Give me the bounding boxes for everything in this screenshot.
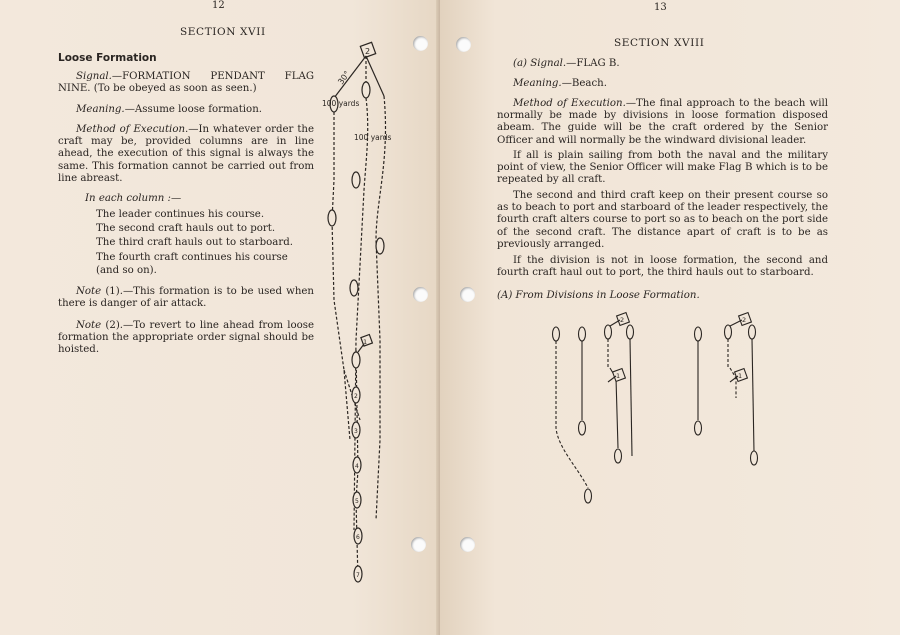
craft-icon bbox=[376, 238, 384, 254]
craft-icon bbox=[350, 280, 358, 296]
craft-label: 7 bbox=[356, 572, 360, 579]
paragraph-signal: Signal.—FORMATION PENDANT FLAG NINE. (To be obeyed as soon as seen.) bbox=[58, 71, 314, 95]
angle-label: 30° bbox=[336, 69, 352, 87]
punch-hole bbox=[411, 537, 426, 552]
craft-icon bbox=[627, 325, 634, 339]
punch-hole bbox=[460, 287, 475, 302]
column-intro: In each column :— bbox=[85, 193, 182, 204]
list-item: The second craft hauls out to port. bbox=[96, 223, 276, 235]
punch-hole bbox=[460, 537, 475, 552]
craft-icon bbox=[695, 421, 702, 435]
beach-approach-diagram bbox=[540, 308, 790, 508]
list-item: The third craft hauls out to starboard. bbox=[96, 237, 293, 249]
punch-hole bbox=[456, 37, 471, 52]
flag-label: 1 bbox=[616, 372, 621, 380]
left-page bbox=[0, 0, 440, 635]
paragraph-note-1: Note (1).—This formation is to be used when there is danger of air attack. bbox=[58, 286, 314, 310]
craft-icon bbox=[695, 327, 702, 341]
craft-icon bbox=[749, 325, 756, 339]
craft-icon bbox=[579, 421, 586, 435]
craft-icon bbox=[328, 210, 336, 226]
paragraph-method-beach: Method of Execution.—The final approach to the beach will normally be made by divisions in loose formation disposed abeam. The guide will be the craft ordered by the Senior Officer and will normally be the windward divisional leader. bbox=[497, 98, 828, 146]
column-list bbox=[96, 208, 316, 276]
craft-label: 4 bbox=[355, 463, 359, 470]
craft-icon bbox=[579, 327, 586, 341]
craft-label: 6 bbox=[356, 534, 360, 541]
heading-loose-formation: Loose Formation bbox=[58, 52, 157, 64]
flag-label: 2 bbox=[620, 316, 625, 324]
flag-label: 2 bbox=[742, 316, 747, 324]
paragraph-plain-sailing: If all is plain sailing from both the naval and the military point of view, the Senior Officer will make Flag B which is to be repeated by all craft. bbox=[497, 150, 828, 186]
list-item: The fourth craft continues his course bbox=[96, 251, 288, 263]
craft-label: 5 bbox=[355, 498, 359, 505]
list-item: The leader continues his course. bbox=[96, 209, 265, 220]
section-title-right: SECTION XVIII bbox=[614, 37, 705, 49]
craft-label: 2 bbox=[354, 393, 358, 400]
craft-icon bbox=[605, 325, 612, 339]
list-item: (and so on). bbox=[96, 264, 157, 276]
paragraph-meaning: Meaning.—Assume loose formation. bbox=[76, 104, 262, 115]
craft-icon bbox=[362, 82, 370, 98]
craft-icon bbox=[751, 451, 758, 465]
flag-label: 2 bbox=[365, 47, 371, 56]
flag-label: 1 bbox=[738, 372, 743, 380]
craft-icon bbox=[725, 325, 732, 339]
section-title-left: SECTION XVII bbox=[180, 26, 266, 38]
paragraph-not-loose: If the division is not in loose formation, the second and fourth craft haul out to port, the third hauls out to starboard. bbox=[497, 255, 828, 279]
paragraph-note-2: Note (2).—To revert to line ahead from loose formation the appropriate order signal should be hoisted. bbox=[58, 320, 314, 356]
page-number-left: 12 bbox=[212, 0, 225, 11]
paragraph-meaning-beach: Meaning.—Beach. bbox=[513, 78, 607, 89]
craft-icon bbox=[553, 327, 560, 341]
craft-icon bbox=[352, 172, 360, 188]
right-page bbox=[440, 0, 900, 635]
paragraph-signal-b: (a) Signal.—FLAG B. bbox=[513, 58, 620, 69]
subheading-divisions: (A) From Divisions in Loose Formation. bbox=[497, 290, 700, 301]
paragraph-method: Method of Execution.—In whatever order the craft may be, provided columns are in line ahead, the execution of this signal is always the same. This formation cannot be carried out from line abreast. bbox=[58, 124, 314, 184]
craft-icon bbox=[352, 352, 360, 368]
punch-hole bbox=[413, 287, 428, 302]
craft-icon bbox=[585, 489, 592, 503]
loose-formation-diagram bbox=[320, 40, 430, 590]
craft-icon bbox=[615, 449, 622, 463]
paragraph-second-third-craft: The second and third craft keep on their present course so as to beach to port and starboard of the leader respectively, the fourth craft alters course to port so as to beach on the port side of the second craft. The distance apart of craft is to be as previously arranged. bbox=[497, 190, 828, 250]
punch-hole bbox=[413, 36, 428, 51]
distance-label-2: 100 yards bbox=[354, 133, 392, 142]
craft-label: 1 bbox=[363, 338, 368, 346]
craft-label: 3 bbox=[354, 428, 358, 435]
distance-label-1: 100 yards bbox=[322, 99, 360, 108]
page-number-right: 13 bbox=[654, 2, 667, 13]
